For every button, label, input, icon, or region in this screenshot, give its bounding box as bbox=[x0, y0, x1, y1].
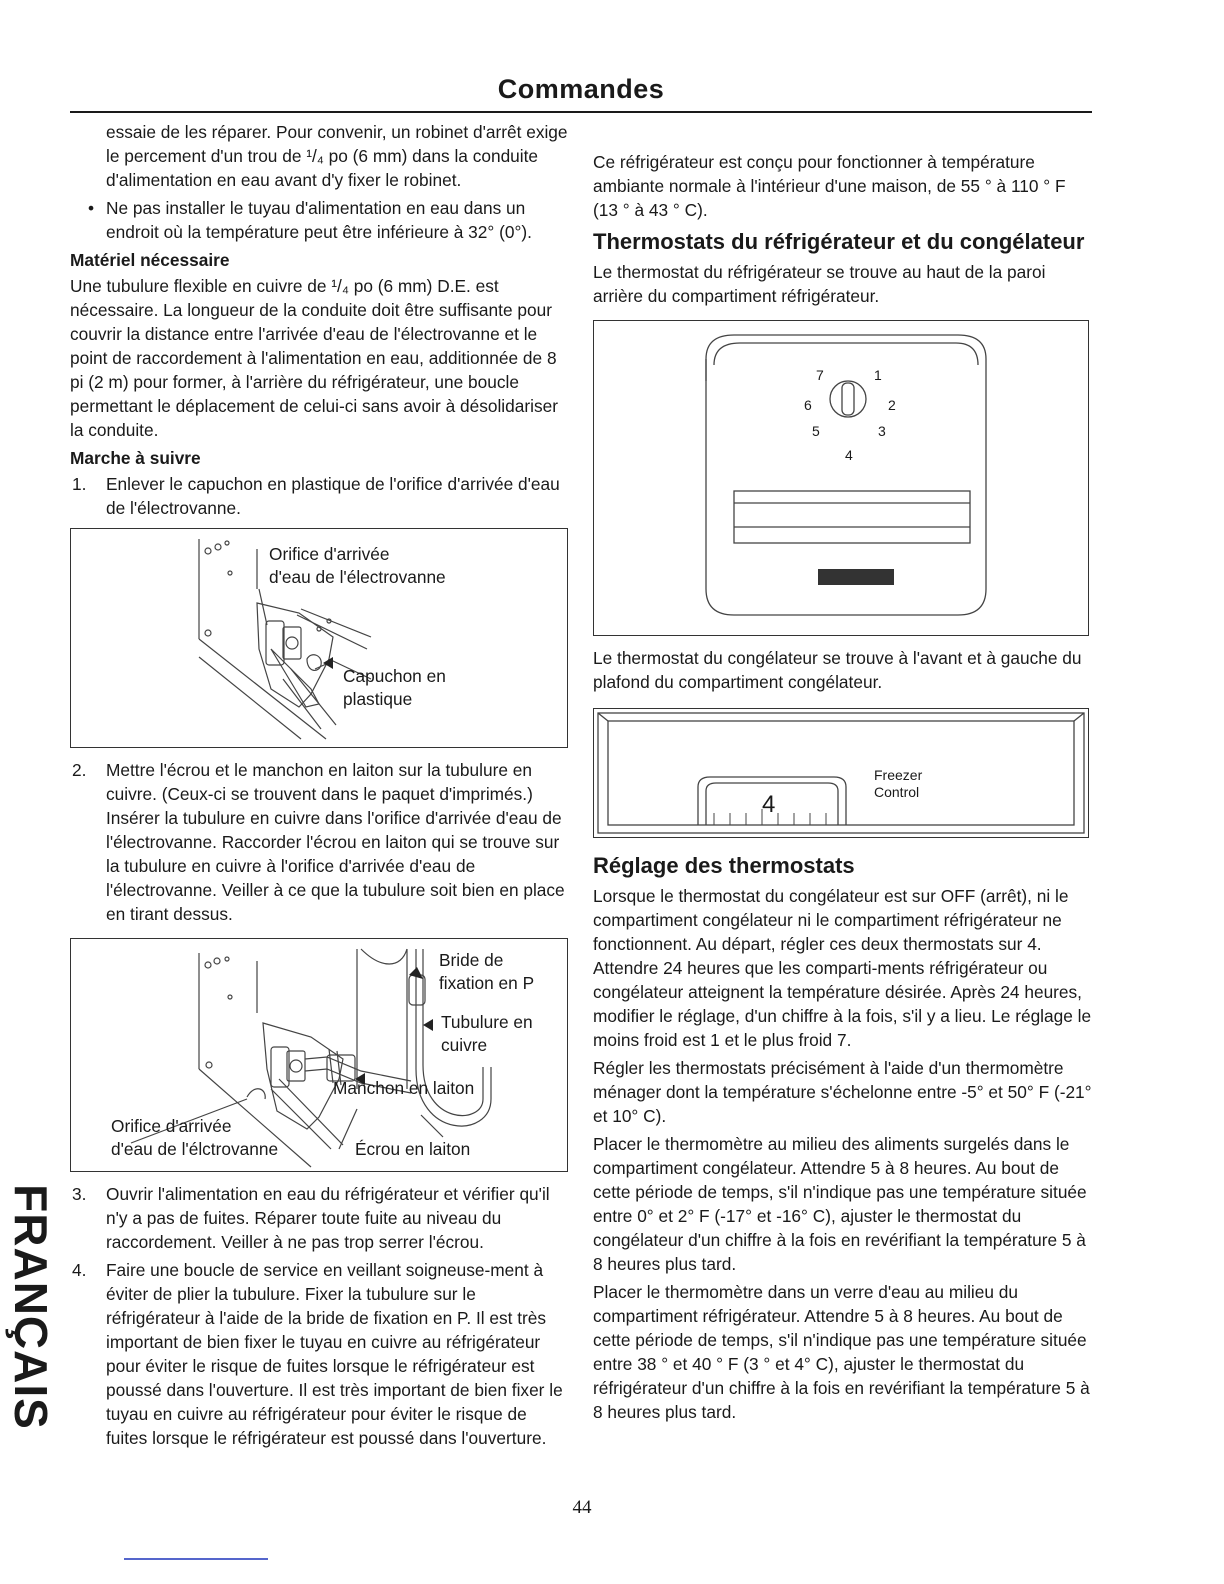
dial-number-4: 4 bbox=[845, 447, 853, 463]
step-number: 1. bbox=[72, 474, 87, 494]
step-number: 2. bbox=[72, 760, 87, 780]
step-text: Faire une boucle de service en veillant soigneuse-ment à éviter de plier la tubulure. Fixer la tubulure sur le réfrigérateur à l'aide de la bride de fixation en P. Il est très important de bien fixer le tuyau en cuivre au réfrigérateur pour éviter le risque de fuites lorsque le réfrigérateur est poussé dans l'ouverture. Il est très important de bien fixer le tuyau en cuivre au réfrigérateur pour éviter le risque de fuites lorsque le réfrigérateur est poussé dans l'ouverture. bbox=[106, 1260, 563, 1448]
intro-ambient-paragraph: Ce réfrigérateur est conçu pour fonctionner à température ambiante normale à l'intérieur d'une maison, de 55 ° à 110 ° F (13 ° à 43 ° C). bbox=[593, 152, 1066, 220]
bottom-divider bbox=[124, 1558, 268, 1560]
label-bride: Bride de fixation en P bbox=[439, 950, 535, 993]
right-column bbox=[593, 150, 1093, 1428]
left-column bbox=[70, 120, 570, 1454]
reglage-heading: Réglage des thermostats bbox=[593, 853, 855, 878]
step-3 bbox=[70, 1182, 570, 1254]
step-4 bbox=[70, 1258, 570, 1450]
side-tab-label: FRANÇAIS bbox=[5, 1184, 57, 1430]
dial-number-5: 5 bbox=[812, 423, 820, 439]
freezer-dial-value: 4 bbox=[762, 791, 776, 818]
dial-number-7: 7 bbox=[816, 367, 824, 383]
reglage-paragraph-4: Placer le thermomètre dans un verre d'eau au milieu du compartiment réfrigérateur. Attendre 5 à 8 heures. Au bout de cette période de temps, s'il n'indique pas une température située entre 38 ° et 40 ° F (3 ° et 4° C), ajuster le thermostat du réfrigérateur d'un chiffre à la fois en revérifiant la température 5 à 8 heures plus tard. bbox=[593, 1282, 1090, 1422]
thermostats-heading: Thermostats du réfrigérateur et du congélateur bbox=[593, 229, 1085, 254]
step-text: Ouvrir l'alimentation en eau du réfrigérateur et vérifier qu'il n'y a pas de fuites. Réparer toute fuite au niveau du raccordement. Veiller à ne pas trop serrer l'écrou. bbox=[106, 1184, 550, 1252]
reglage-paragraph-2: Régler les thermostats précisément à l'aide d'un thermomètre ménager dont la température s'échelonne entre -5° et 50° F (-21° et 10° C). bbox=[593, 1058, 1092, 1126]
freezer-thermostat-paragraph: Le thermostat du congélateur se trouve à l'avant et à gauche du plafond du compartiment congélateur. bbox=[593, 648, 1082, 692]
label-orifice: Orifice d'arrivée d'eau de l'électrovanne bbox=[269, 544, 446, 587]
label-orifice-2: Orifice d'arrivée d'eau de l'élctrovanne bbox=[111, 1116, 279, 1159]
fridge-thermostat-paragraph: Le thermostat du réfrigérateur se trouve au haut de la paroi arrière du compartiment réfrigérateur. bbox=[593, 262, 1046, 306]
reglage-paragraph-3: Placer le thermomètre au milieu des aliments surgelés dans le compartiment congélateur. Attendre 5 à 8 heures. Au bout de cette période de temps, s'il n'indique pas une température située entre 0° et 2° F (-17° et -16° C), ajuster le thermostat du congélateur d'un chiffre à la fois en revérifiant la température 5 à 8 heures plus tard. bbox=[593, 1134, 1087, 1274]
step-number: 4. bbox=[72, 1260, 87, 1280]
figure-fridge-thermostat bbox=[593, 320, 1089, 636]
step-number: 3. bbox=[72, 1184, 87, 1204]
label-tubulure: Tubulure en cuivre bbox=[441, 1012, 533, 1055]
reglage-paragraph-1: Lorsque le thermostat du congélateur est sur OFF (arrêt), ni le compartiment congélateur ni le compartiment réfrigérateur ne fonctionnent. Au départ, régler ces deux thermostats sur 4. Attendre 24 heures que les comparti-ments réfrigérateur ou congélateur atteignent la température désirée. Après 24 heures, modifier le réglage, d'un chiffre à la fois, s'il y a lieu. Le réglage le moins froid est 1 et le plus froid 7. bbox=[593, 886, 1092, 1050]
dial-number-3: 3 bbox=[878, 423, 886, 439]
step-text: Mettre l'écrou et le manchon en laiton sur la tubulure en cuivre. (Ceux-ci se trouvent dans le paquet d'imprimés.) Insérer la tubulure en cuivre dans l'orifice d'arrivée d'eau de l'électrovanne. Raccorder l'écrou en laiton qui se trouve sur la tubulure en cuivre à l'orifice d'arrivée d'eau de l'électrovanne. Veiller à ce que la tubulure soit bien en place en tirant dessus. bbox=[106, 760, 565, 924]
label-capuchon: Capuchon en plastique bbox=[343, 666, 446, 709]
bullet-item bbox=[70, 196, 570, 244]
label-manchon: Manchon en laiton bbox=[333, 1078, 475, 1098]
language-side-tab bbox=[0, 1172, 62, 1442]
page-number: 44 bbox=[572, 1497, 592, 1518]
bullet-text: Ne pas installer le tuyau d'alimentation en eau dans un endroit où la température peut être inférieure à 32° (0°). bbox=[106, 198, 532, 242]
figure-inlet-cap bbox=[70, 528, 568, 748]
step-text: Enlever le capuchon en plastique de l'orifice d'arrivée d'eau de l'électrovanne. bbox=[106, 474, 560, 518]
bullet-icon: • bbox=[88, 198, 95, 218]
intro-paragraph: essaie de les réparer. Pour convenir, un robinet d'arrêt exige le percement d'un trou de ¹/₄ po (6 mm) dans la conduite d'alimentation en eau avant d'y fixer le robinet. bbox=[106, 122, 568, 190]
label-ecrou: Écrou en laiton bbox=[355, 1139, 471, 1159]
header-rule bbox=[70, 111, 1092, 113]
figure-freezer-control bbox=[593, 708, 1089, 838]
fridge-thermostat-illustration bbox=[594, 321, 1088, 635]
step-1 bbox=[70, 472, 570, 520]
freezer-control-illustration bbox=[594, 709, 1088, 837]
dial-number-6: 6 bbox=[804, 397, 812, 413]
dial-number-1: 1 bbox=[874, 367, 882, 383]
marche-heading: Marche à suivre bbox=[70, 448, 201, 468]
figure-tubing-connection bbox=[70, 938, 568, 1172]
dial-number-2: 2 bbox=[888, 397, 896, 413]
freezer-control-label: Freezer Control bbox=[874, 767, 923, 800]
materiel-heading: Matériel nécessaire bbox=[70, 250, 230, 270]
materiel-paragraph: Une tubulure flexible en cuivre de ¹/₄ po (6 mm) D.E. est nécessaire. La longueur de la conduite doit être suffisante pour couvrir la distance entre l'arrivée d'eau de l'électrovanne et le point de raccordement à l'alimentation en eau, additionnée de 8 pi (2 m) pour former, à l'arrière du réfrigérateur, une boucle permettant le déplacement de celui-ci sans avoir à désolidariser la conduite. bbox=[70, 276, 558, 440]
page-title: Commandes bbox=[497, 74, 665, 104]
step-2 bbox=[70, 758, 570, 926]
